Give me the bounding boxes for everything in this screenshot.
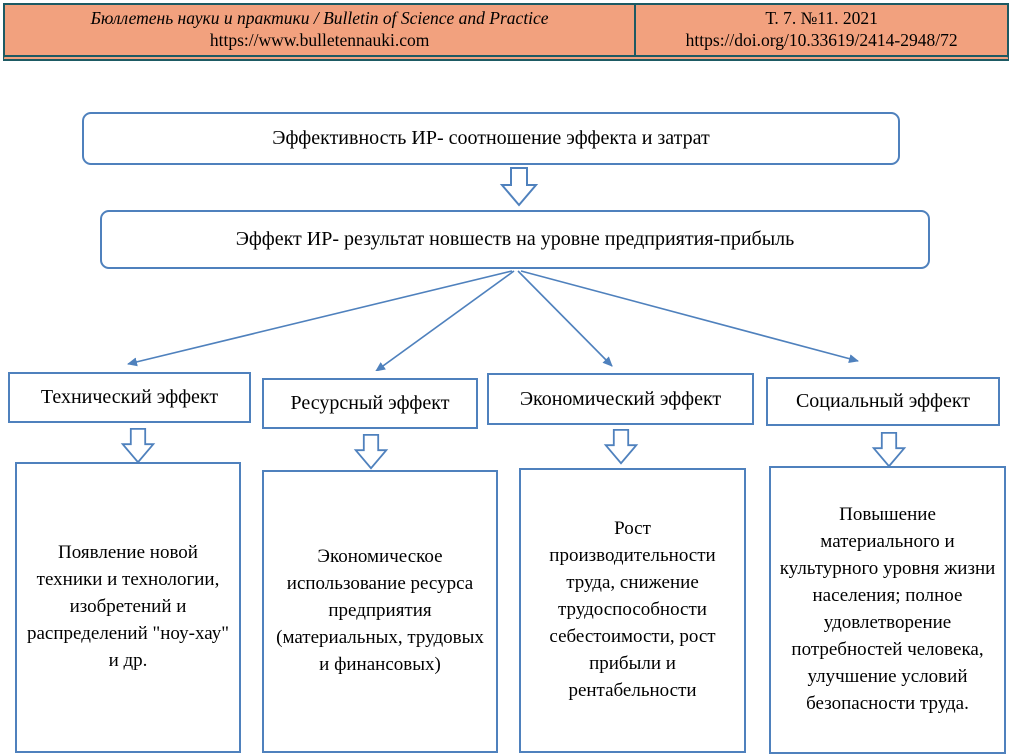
branch-description-social (769, 466, 1006, 754)
connector-line-resource (376, 271, 514, 371)
branch-connectors (0, 269, 1012, 371)
down-arrow-icon (870, 432, 908, 468)
branch-description-resource (262, 470, 498, 753)
journal-title: Бюллетень науки и практики / Bulletin of Science and Practice (90, 8, 549, 29)
branch-label: Ресурсный эффект (290, 392, 450, 414)
connector-line-technical (128, 271, 512, 364)
branch-label: Экономический эффект (519, 387, 722, 410)
effect-box (100, 210, 930, 269)
branch-description-economic (519, 468, 746, 753)
branch-box-economic (487, 373, 754, 425)
branch-label: Технический эффект (40, 386, 219, 408)
down-arrow-icon (119, 428, 157, 464)
effectiveness-box-label: Эффективность ИР- соотношение эффекта и затрат (272, 127, 710, 149)
branch-description-text: Экономическое использование ресурса предприятия (материальных, трудовых и финансовых) (276, 546, 484, 675)
branch-description-text: Рост производительности труда, снижение трудоспособности себестоимости, рост прибыли и рентабельности (549, 518, 716, 701)
journal-header-left-cell (5, 5, 636, 55)
branch-box-technical (8, 372, 251, 423)
branch-description-text: Появление новой техники и технологии, изобретений и распределений "ноу-хау" и др. (27, 542, 229, 671)
down-arrow-icon (602, 429, 640, 465)
connector-line-social (521, 271, 858, 361)
down-arrow-icon (352, 434, 390, 470)
journal-doi-url: https://doi.org/10.33619/2414-2948/72 (685, 30, 958, 50)
effect-box-label: Эффект ИР- результат новшеств на уровне предприятия-прибыль (235, 228, 795, 250)
journal-header-right-cell (636, 5, 1007, 55)
branch-box-social (766, 377, 1000, 426)
branch-description-technical (15, 462, 241, 753)
branch-description-text: Повышение материального и культурного уровня жизни населения; полное удовлетворение потребностей человека, улучшение условий безопасности труда. (779, 504, 996, 714)
down-arrow-icon (499, 167, 539, 207)
branch-box-resource (262, 378, 478, 429)
journal-site-url: https://www.bulletennauki.com (209, 30, 430, 50)
journal-header (3, 3, 1009, 61)
journal-issue: Т. 7. №11. 2021 (765, 8, 878, 29)
connector-line-economic (518, 271, 612, 366)
branch-label: Социальный эффект (795, 390, 971, 412)
effectiveness-box (82, 112, 900, 165)
